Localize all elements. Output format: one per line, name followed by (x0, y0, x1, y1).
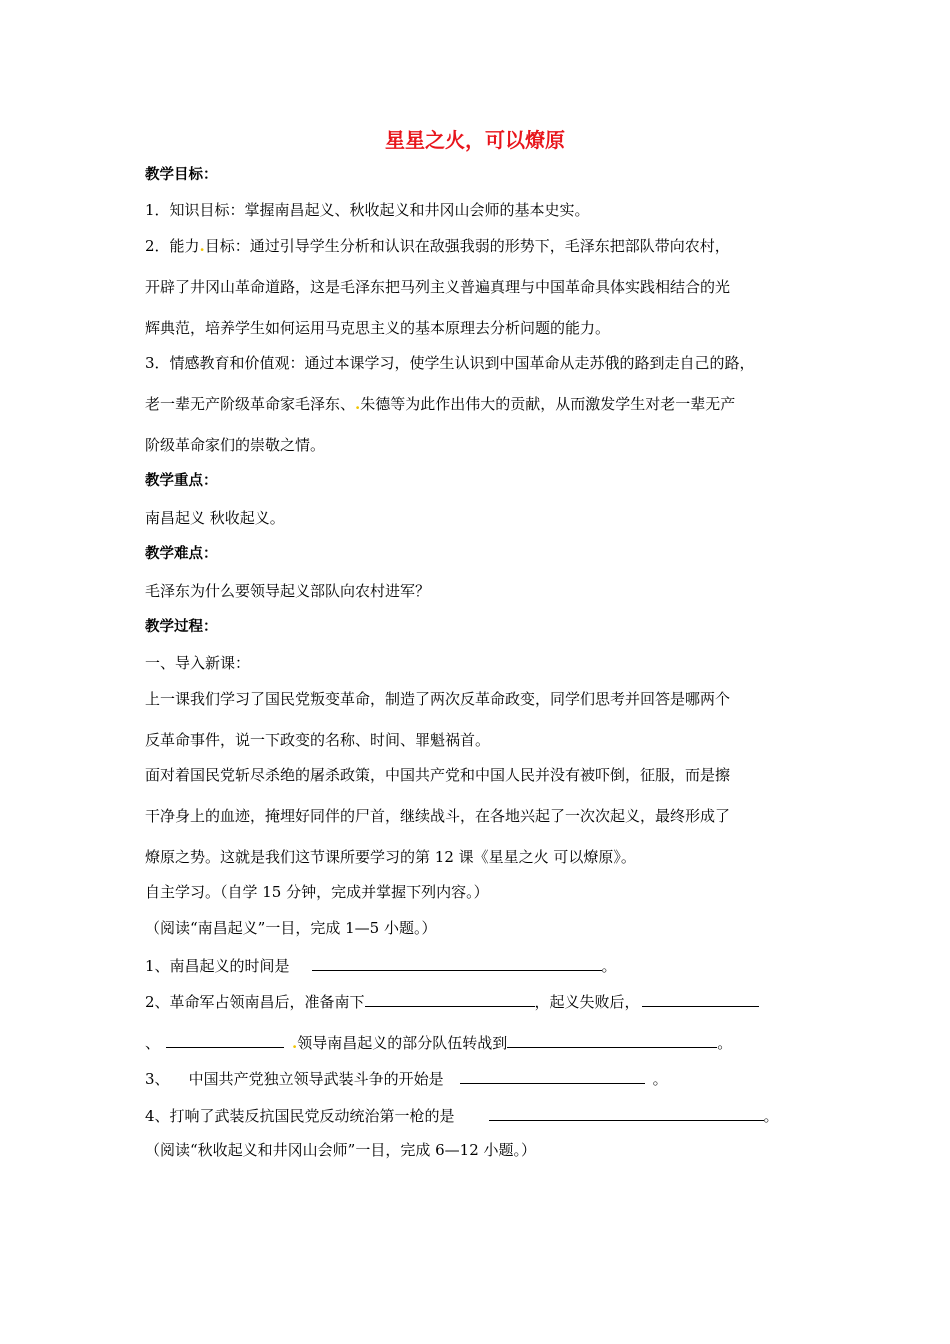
goal-emotion-line-3: 阶级革命家们的崇敬之情。 (145, 436, 326, 454)
goal-ability-line-1 (145, 236, 730, 256)
editor-mark: . (292, 1034, 298, 1052)
goal-emotion-text-a: 老一辈无产阶级革命家毛泽东、 (145, 395, 356, 413)
difficulty-text: 毛泽东为什么要领导起义部队向农村进军？ (145, 582, 431, 600)
answer-blank[interactable] (460, 1068, 645, 1084)
goal-emotion-line-1: 3．情感教育和价值观：通过本课学习，使学生认识到中国革命从走苏俄的路到走自己的路， (145, 354, 755, 372)
intro-paragraph-2-line-1: 面对着国民党斩尽杀绝的屠杀政策，中国共产党和中国人民并没有被吓倒，征服，而是擦 (145, 766, 731, 784)
question-2-line-2 (145, 1032, 732, 1053)
goal-knowledge: 1．知识目标：掌握南昌起义、秋收起义和井冈山会师的基本史实。 (145, 201, 590, 219)
question-1-end: 。 (601, 957, 617, 975)
document-title: 星星之火，可以燎原 (385, 128, 565, 152)
goal-emotion-text-b: 朱德等为此作出伟大的贡献，从而激发学生对老一辈无产 (360, 395, 736, 413)
answer-blank[interactable] (166, 1032, 284, 1048)
answer-blank[interactable] (642, 991, 759, 1007)
question-3-end: 。 (652, 1070, 668, 1088)
reading-instruction-1: （阅读“南昌起义”一目，完成 1—5 小题。） (145, 919, 437, 937)
question-4 (145, 1105, 779, 1126)
answer-blank[interactable] (489, 1105, 764, 1121)
question-1 (145, 955, 617, 976)
intro-paragraph-2-line-3: 燎原之势。这就是我们这节课所要学习的第 12 课《星星之火 可以燎原》。 (145, 848, 636, 866)
difficulty-heading: 教学难点： (145, 546, 218, 562)
goals-heading: 教学目标： (145, 167, 218, 183)
process-heading: 教学过程： (145, 619, 218, 635)
answer-blank[interactable] (365, 991, 535, 1007)
goal-ability-prefix: 2．能力 (145, 237, 200, 255)
question-4-end: 。 (763, 1107, 779, 1125)
intro-paragraph-1-line-2: 反革命事件，说一下政变的名称、时间、罪魁祸首。 (145, 731, 491, 749)
goal-ability-line-2: 开辟了井冈山革命道路，这是毛泽东把马列主义普遍真理与中国革命具体实践相结合的光 (145, 278, 731, 296)
intro-paragraph-2-line-2: 干净身上的血迹，掩埋好同伴的尸首，继续战斗，在各地兴起了一次次起义，最终形成了 (145, 807, 731, 825)
question-2-text-d: 领导南昌起义的部分队伍转战到 (297, 1034, 508, 1052)
question-2-text-b: ，起义失败后， (534, 993, 640, 1011)
reading-instruction-2: （阅读“秋收起义和井冈山会师”一目，完成 6—12 小题。） (145, 1141, 537, 1159)
intro-heading: 一、导入新课： (145, 654, 251, 672)
goal-ability-line-3: 辉典范，培养学生如何运用马克思主义的基本原理去分析问题的能力。 (145, 319, 611, 337)
question-2-text-a: 2、革命军占领南昌后，准备南下 (145, 993, 365, 1011)
question-4-text: 4、打响了武装反抗国民党反动统治第一枪的是 (145, 1107, 455, 1125)
question-3 (145, 1068, 668, 1089)
question-1-text: 1、南昌起义的时间是 (145, 957, 290, 975)
intro-paragraph-1-line-1: 上一课我们学习了国民党叛变革命，制造了两次反革命政变，同学们思考并回答是哪两个 (145, 690, 731, 708)
self-study-instruction: 自主学习。（自学 15 分钟，完成并掌握下列内容。） (145, 883, 489, 901)
editor-mark: . (199, 237, 205, 255)
key-points-text: 南昌起义 秋收起义。 (145, 509, 285, 527)
goal-emotion-line-2 (145, 394, 735, 414)
question-2-line-1 (145, 991, 759, 1012)
answer-blank[interactable] (312, 955, 602, 971)
editor-mark: . (355, 395, 361, 413)
question-2-end: 。 (717, 1034, 733, 1052)
question-2-text-c: 、 (145, 1034, 161, 1052)
question-3-text: 3、 中国共产党独立领导武装斗争的开始是 (145, 1070, 444, 1088)
answer-blank[interactable] (507, 1032, 717, 1048)
key-points-heading: 教学重点： (145, 473, 218, 489)
goal-ability-text: 目标：通过引导学生分析和认识在敌强我弱的形势下，毛泽东把部队带向农村， (204, 237, 730, 255)
